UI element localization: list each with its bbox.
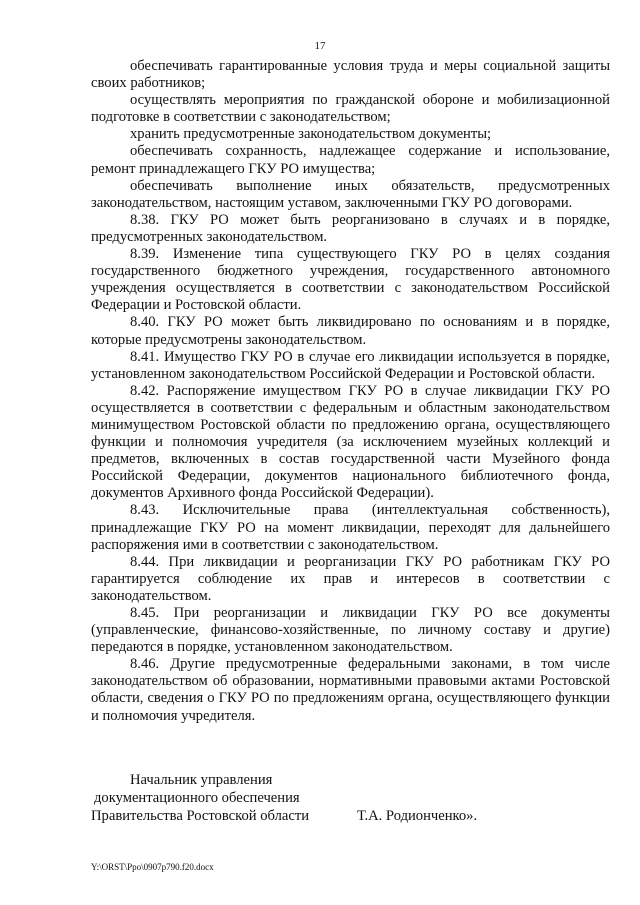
signature-title-line3: Правительства Ростовской области [91, 808, 310, 824]
paragraph: осуществлять мероприятия по гражданской обороне и мобилизационной подготовке в соответствии с законодательством; [91, 92, 610, 126]
paragraph: 8.39. Изменение типа существующего ГКУ РО в целях создания государственного бюджетного учреждения, государственного автономного учреждения осуществляется в соответствии с законодательством Российской Федерации и Ростовской области. [91, 246, 610, 314]
paragraph: 8.43. Исключительные права (интеллектуальная собственность), принадлежащие ГКУ РО на момент ликвидации, переходят для дальнейшего распоряжения ими в соответствии с законодательством. [91, 502, 610, 553]
signature-title-line2: документационного обеспечения [94, 790, 300, 806]
file-path: Y:\ORST\Ppo\0907p790.f20.docx [91, 862, 214, 872]
document-body [91, 58, 610, 725]
paragraph: 8.46. Другие предусмотренные федеральными законами, в том числе законодательством об образовании, нормативными правовыми актами Ростовской области, сведения о ГКУ РО по предложениям органа, осуществляющего функции и полномочия учредителя. [91, 656, 610, 724]
paragraph: обеспечивать сохранность, надлежащее содержание и использование, ремонт принадлежащего ГКУ РО имущества; [91, 143, 610, 177]
paragraph: 8.41. Имущество ГКУ РО в случае его ликвидации используется в порядке, установленном законодательством Российской Федерации и Ростовской области. [91, 348, 610, 382]
signature-title-line1: Начальник управления [130, 772, 273, 788]
paragraph: обеспечивать выполнение иных обязательств, предусмотренных законодательством, настоящим уставом, заключенными ГКУ РО договорами. [91, 177, 610, 211]
paragraph: 8.38. ГКУ РО может быть реорганизовано в случаях и в порядке, предусмотренных законодательством. [91, 211, 610, 245]
paragraph: 8.42. Распоряжение имуществом ГКУ РО в случае ликвидации ГКУ РО осуществляется в соответствии с федеральным и областным законодательством минимуществом Ростовской области по предложению органа, осуществляющего функции и полномочия учредителя (за исключением музейных коллекций и предметов, включенных в состав государственной части Музейного фонда Российской Федерации, документов национального библиотечного фонда, документов Архивного фонда Российской Федерации). [91, 382, 610, 502]
paragraph: хранить предусмотренные законодательством документы; [130, 126, 492, 143]
signature-name: Т.А. Родионченко». [357, 808, 478, 824]
paragraph: 8.45. При реорганизации и ликвидации ГКУ РО все документы (управленческие, финансово-хозяйственные, по личному составу и другие) передаются в порядке, установленном законодательством. [91, 605, 610, 656]
paragraph: обеспечивать гарантированные условия труда и меры социальной защиты своих работников; [91, 58, 610, 92]
page-number: 17 [314, 40, 326, 52]
paragraph: 8.40. ГКУ РО может быть ликвидировано по основаниям и в порядке, которые предусмотрены законодательством. [91, 314, 610, 348]
paragraph: 8.44. При ликвидации и реорганизации ГКУ РО работникам ГКУ РО гарантируется соблюдение их прав и интересов в соответствии с законодательством. [91, 553, 610, 604]
